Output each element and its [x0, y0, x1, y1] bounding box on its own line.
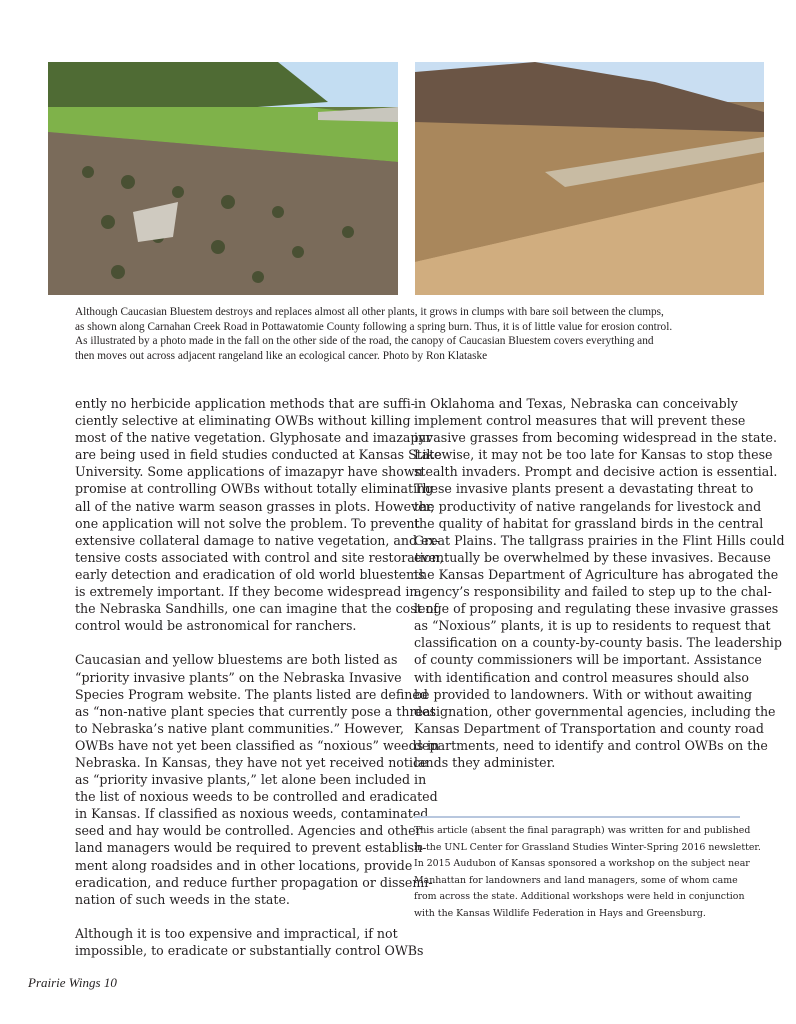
- text-line: as “non-native plant species that currently pose a threat: [75, 703, 436, 719]
- text-line: with identification and control measures should also: [414, 669, 749, 685]
- text-line: Although it is too expensive and impractical, if not: [75, 925, 398, 941]
- text-line: in the UNL Center for Grassland Studies Winter-Spring 2016 newsletter.: [414, 841, 761, 853]
- publication-name: Prairie Wings: [28, 975, 101, 990]
- text-line: the Kansas Department of Agriculture has abrogated the: [414, 566, 779, 582]
- text-line: Great Plains. The tallgrass prairies in the Flint Hills could: [414, 532, 785, 548]
- text-line: These invasive plants present a devastating threat to: [414, 481, 754, 497]
- text-line: land managers would be required to prevent establish-: [75, 840, 427, 856]
- text-line: In 2015 Audubon of Kansas sponsored a workshop on the subject near: [414, 858, 750, 870]
- text-line: “priority invasive plants” on the Nebraska Invasive: [75, 669, 402, 685]
- text-line: one application will not solve the problem. To prevent: [75, 515, 420, 531]
- text-line: the Nebraska Sandhills, one can imagine that the cost of: [75, 601, 439, 617]
- text-line: OWBs have not yet been classified as “noxious” weeds in: [75, 737, 440, 753]
- text-line: the list of noxious weeds to be controlled and eradicated: [75, 789, 438, 805]
- caption-line: as shown along Carnahan Creek Road in Pottawatomie County following a spring burn. Thus, it is of little value for erosion control.: [75, 320, 673, 333]
- photo-bluestem-canopy: [415, 62, 764, 295]
- text-line: Likewise, it may not be too late for Kansas to stop these: [414, 447, 773, 463]
- photo-bluestem-clumps: [48, 62, 398, 295]
- caption-line: Although Caucasian Bluestem destroys and replaces almost all other plants, it grows in clumps with bare soil between the clumps,: [75, 306, 664, 318]
- text-line: impossible, to eradicate or substantially control OWBs: [75, 943, 424, 958]
- text-line: seed and hay would be controlled. Agencies and other: [75, 823, 422, 839]
- photo-illustration-right: [415, 62, 764, 295]
- text-line: agency’s responsibility and failed to step up to the chal-: [414, 584, 772, 600]
- text-line: early detection and eradication of old world bluestems: [75, 566, 425, 582]
- photo-caption: [75, 305, 747, 363]
- text-line: control would be astronomical for ranchers.: [75, 618, 357, 634]
- text-line: Species Program website. The plants listed are defined: [75, 686, 428, 702]
- text-line: invasive grasses from becoming widespread in the state.: [414, 430, 777, 446]
- text-line: be provided to landowners. With or without awaiting: [414, 686, 753, 702]
- text-line: as “Noxious” plants, it is up to residents to request that: [414, 618, 771, 634]
- paragraph: [75, 651, 440, 907]
- article-note-box: [414, 816, 761, 923]
- text-line: Manhattan for landowners and land managers, some of whom came: [414, 874, 738, 886]
- text-line: ently no herbicide application methods that are suffi-: [75, 396, 415, 411]
- text-line: ment along roadsides and in other locations, provide: [75, 857, 413, 873]
- text-line: to Nebraska’s native plant communities.” However,: [75, 720, 405, 736]
- text-line: is extremely important. If they become widespread in: [75, 584, 418, 600]
- text-line: ciently selective at eliminating OWBs without killing: [75, 413, 411, 429]
- text-line: with the Kansas Wildlife Federation in Hays and Greensburg.: [414, 907, 706, 919]
- text-line: eradication, and reduce further propagation or dissemi-: [75, 874, 433, 890]
- paragraph: [75, 395, 444, 634]
- text-line: in Oklahoma and Texas, Nebraska can conceivably: [414, 396, 738, 411]
- text-line: departments, need to identify and control OWBs on the: [414, 737, 768, 753]
- text-line: lenge of proposing and regulating these invasive grasses: [414, 601, 779, 617]
- text-line: Nebraska. In Kansas, they have not yet received notice: [75, 754, 428, 770]
- text-line: promise at controlling OWBs without totally eliminating: [75, 481, 434, 497]
- text-line: implement control measures that will prevent these: [414, 413, 746, 429]
- paragraph: [75, 925, 424, 959]
- text-line: most of the native vegetation. Glyphosate and imazapyr: [75, 430, 432, 446]
- page-number: 10: [103, 975, 117, 990]
- text-line: stealth invaders. Prompt and decisive action is essential.: [414, 464, 778, 480]
- text-line: from across the state. Additional workshops were held in conjunction: [414, 891, 745, 903]
- page-footer: [28, 975, 117, 991]
- article-column-right: [414, 395, 785, 771]
- text-line: the quality of habitat for grassland birds in the central: [414, 515, 764, 531]
- text-line: Kansas Department of Transportation and county road: [414, 720, 764, 736]
- article-column-left: [75, 395, 444, 976]
- text-line: designation, other governmental agencies, including the: [414, 703, 776, 719]
- caption-line: then moves out across adjacent rangeland like an ecological cancer. Photo by Ron Klataske: [75, 349, 488, 362]
- text-line: lands they administer.: [414, 754, 556, 770]
- text-line: extensive collateral damage to native vegetation, and ex-: [75, 532, 440, 548]
- text-line: University. Some applications of imazapyr have shown: [75, 464, 423, 480]
- text-line: nation of such weeds in the state.: [75, 891, 290, 907]
- text-line: as “priority invasive plants,” let alone been included in: [75, 772, 427, 788]
- text-line: of county commissioners will be important. Assistance: [414, 652, 762, 668]
- text-line: tensive costs associated with control and site restoration,: [75, 549, 444, 565]
- text-line: classification on a county-by-county basis. The leadership: [414, 635, 782, 651]
- text-line: This article (absent the final paragraph) was written for and published: [414, 825, 751, 836]
- caption-line: As illustrated by a photo made in the fall on the other side of the road, the canopy of Caucasian Bluestem covers everything and: [75, 335, 654, 347]
- text-line: are being used in field studies conducted at Kansas State: [75, 447, 442, 463]
- text-line: all of the native warm season grasses in plots. However,: [75, 498, 435, 514]
- photo-illustration-left: [48, 62, 398, 295]
- text-line: in Kansas. If classified as noxious weeds, contaminated: [75, 806, 429, 822]
- text-line: eventually be overwhelmed by these invasives. Because: [414, 549, 771, 565]
- text-line: the productivity of native rangelands for livestock and: [414, 498, 762, 514]
- text-line: Caucasian and yellow bluestems are both listed as: [75, 652, 398, 668]
